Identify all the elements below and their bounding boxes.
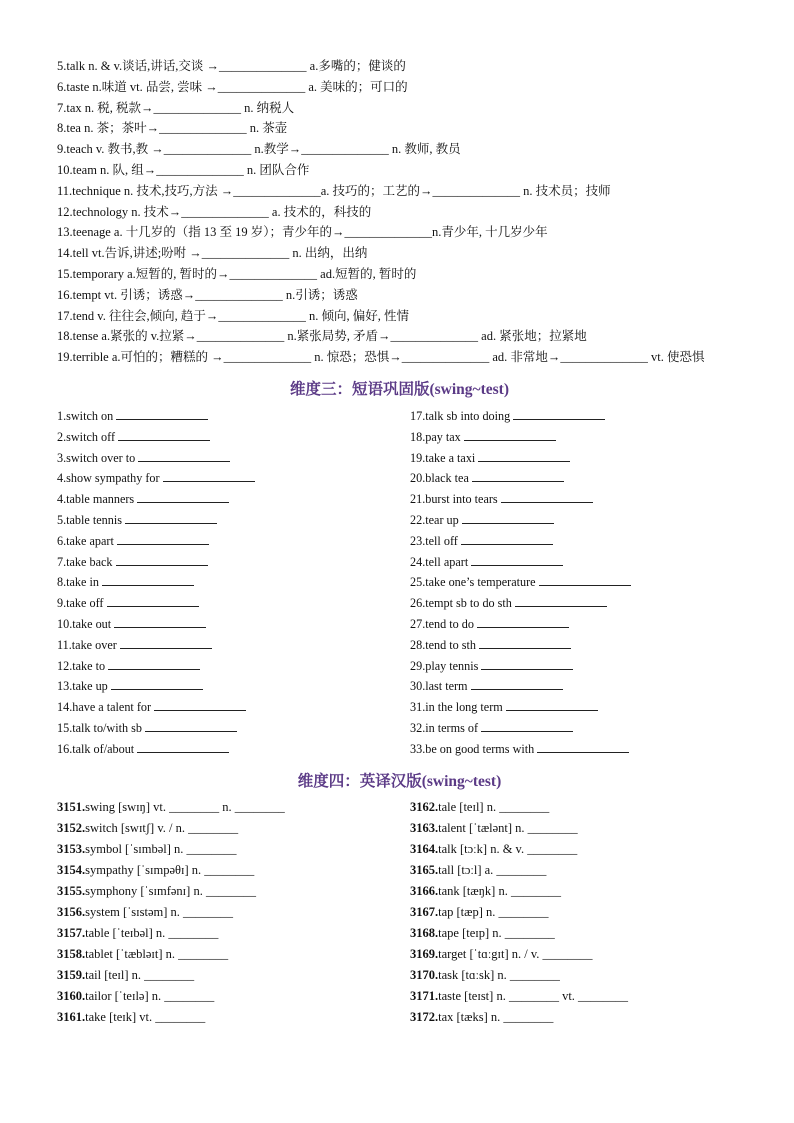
vocab-item	[57, 923, 410, 944]
vocab-item	[410, 902, 742, 923]
phrase-column-right	[410, 406, 742, 760]
phrase-item: 7.take back	[57, 554, 113, 569]
phrase-item: 16.talk of/about	[57, 741, 135, 756]
answer-blank[interactable]	[461, 531, 553, 545]
phrase-item: 25.take one’s temperature	[410, 575, 536, 590]
vocab-text: taste [teɪst] n. ________ vt. ________	[438, 988, 629, 1003]
vocab-text: table [ˈteɪbəl] n. ________	[85, 925, 219, 940]
answer-blank[interactable]	[539, 572, 631, 586]
phrase-item: 12.take to	[57, 658, 106, 673]
word-line: 5.talk n. & v.谈话,讲话,交谈 →______________ a.多嘴的；健谈的	[57, 59, 406, 73]
section3-title: 维度三：短语巩固版(swing~test)	[289, 380, 510, 398]
vocab-item	[410, 860, 742, 881]
vocab-text: symbol [ˈsɪmbəl] n. ________	[85, 841, 237, 856]
word-line: 10.team n. 队, 组→______________ n. 团队合作	[57, 162, 310, 177]
vocab-item	[57, 986, 410, 1007]
vocab-number: 3159.	[57, 967, 86, 982]
vocab-text: tale [teɪl] n. ________	[438, 799, 550, 814]
vocab-text: target [ˈtɑːgɪt] n. / v. ________	[438, 946, 593, 961]
word-formation-list	[57, 56, 742, 368]
vocab-text: tall [tɔːl] a. ________	[438, 862, 547, 877]
answer-blank[interactable]	[137, 489, 229, 503]
answer-blank[interactable]	[515, 593, 607, 607]
phrase-item: 22.tear up	[410, 512, 459, 527]
vocab-item	[410, 923, 742, 944]
vocab-number: 3153.	[57, 841, 86, 856]
vocab-item	[57, 902, 410, 923]
vocab-text: tax [tæks] n. ________	[438, 1009, 554, 1024]
phrase-item: 10.take out	[57, 616, 112, 631]
phrase-item: 32.in terms of	[410, 720, 479, 735]
phrase-item: 26.tempt sb to do sth	[410, 596, 512, 611]
vocab-number: 3154.	[57, 862, 86, 877]
vocab-text: talent [ˈtælənt] n. ________	[438, 820, 578, 835]
vocab-number: 3169.	[410, 946, 439, 961]
phrase-item: 9.take off	[57, 596, 104, 611]
vocab-number: 3158.	[57, 946, 86, 961]
answer-blank[interactable]	[108, 656, 200, 670]
answer-blank[interactable]	[116, 552, 208, 566]
vocab-item	[410, 986, 742, 1007]
vocab-item	[57, 944, 410, 965]
phrase-item: 29.play tennis	[410, 658, 479, 673]
vocab-number: 3151.	[57, 799, 86, 814]
vocab-text: swing [swɪŋ] vt. ________ n. ________	[85, 799, 285, 814]
answer-blank[interactable]	[513, 406, 605, 420]
phrase-item: 30.last term	[410, 679, 468, 694]
phrase-item: 21.burst into tears	[410, 492, 498, 507]
word-line: 12.technology n. 技术→______________ a. 技术的，科技的	[57, 204, 372, 219]
vocab-item	[57, 839, 410, 860]
answer-blank[interactable]	[118, 427, 210, 441]
answer-blank[interactable]	[478, 448, 570, 462]
vocab-item	[57, 818, 410, 839]
word-line: 8.tea n. 茶；茶叶→______________ n. 茶壶	[57, 121, 288, 136]
vocab-columns	[57, 797, 742, 1028]
vocab-item	[410, 818, 742, 839]
phrase-item: 2.switch off	[57, 429, 115, 444]
section4-title: 维度四：英译汉版(swing~test)	[297, 772, 502, 790]
phrase-item: 27.tend to do	[410, 616, 474, 631]
vocab-text: tablet [ˈtæbləɪt] n. ________	[85, 946, 229, 961]
word-line: 14.tell vt.告诉,讲述;吩咐 →______________ n. 出纳，出纳	[57, 246, 368, 261]
word-line: 17.tend v. 往往会,倾向, 趋于→______________ n. 倾向, 偏好, 性情	[57, 308, 409, 323]
phrase-item: 11.take over	[57, 637, 117, 652]
phrase-item: 3.switch over to	[57, 450, 136, 465]
vocab-text: tape [teɪp] n. ________	[438, 925, 555, 940]
vocab-text: sympathy [ˈsɪmpəθɪ] n. ________	[85, 862, 255, 877]
phrase-item: 17.talk sb into doing	[410, 408, 511, 423]
answer-blank[interactable]	[107, 593, 199, 607]
phrase-columns	[57, 406, 742, 760]
answer-blank[interactable]	[481, 656, 573, 670]
vocab-column-right	[410, 797, 742, 1028]
vocab-text: tap [tæp] n. ________	[438, 904, 549, 919]
vocab-item	[410, 881, 742, 902]
answer-blank[interactable]	[537, 739, 629, 753]
vocab-item	[410, 797, 742, 818]
answer-blank[interactable]	[479, 635, 571, 649]
vocab-text: symphony [ˈsɪmfənɪ] n. ________	[85, 883, 256, 898]
answer-blank[interactable]	[462, 510, 554, 524]
answer-blank[interactable]	[472, 468, 564, 482]
answer-blank[interactable]	[163, 468, 255, 482]
phrase-item: 4.table manners	[57, 492, 135, 507]
word-line: 11.technique n. 技术,技巧,方法 →______________a. 技巧的；工艺的→______________ n. 技术员；技师	[57, 183, 611, 198]
vocab-text: take [teɪk] vt. ________	[85, 1009, 206, 1024]
vocab-text: tailor [ˈteɪlə] n. ________	[85, 988, 215, 1003]
vocab-item	[410, 1007, 742, 1028]
vocab-item	[57, 860, 410, 881]
vocab-text: system [ˈsɪstəm] n. ________	[85, 904, 234, 919]
answer-blank[interactable]	[111, 676, 203, 690]
phrase-item: 18.pay tax	[410, 429, 461, 444]
vocab-item	[57, 797, 410, 818]
vocab-column-left	[57, 797, 410, 1028]
vocab-number: 3172.	[410, 1009, 439, 1024]
phrase-item: 33.be on good terms with	[410, 741, 535, 756]
word-line: 13.teenage a. 十几岁的（指 13 至 19 岁）；青少年的→______________n.青少年, 十几岁少年	[57, 225, 548, 240]
answer-blank[interactable]	[102, 572, 194, 586]
answer-blank[interactable]	[481, 718, 573, 732]
phrase-item: 1.switch on	[57, 408, 114, 423]
answer-blank[interactable]	[477, 614, 569, 628]
vocab-number: 3160.	[57, 988, 86, 1003]
vocab-text: switch [swɪtʃ] v. / n. ________	[85, 820, 239, 835]
phrase-item: 14.have a talent for	[57, 700, 152, 715]
word-line: 15.temporary a.短暂的, 暂时的→______________ ad.短暂的, 暂时的	[57, 266, 417, 281]
word-line: 9.teach v. 教书,教 →______________ n.教学→______________ n. 教师, 教员	[57, 142, 461, 157]
vocab-number: 3166.	[410, 883, 439, 898]
phrase-item: 4.show sympathy for	[57, 471, 160, 486]
phrase-item: 19.take a taxi	[410, 450, 476, 465]
answer-blank[interactable]	[120, 635, 212, 649]
vocab-number: 3152.	[57, 820, 86, 835]
answer-blank[interactable]	[116, 406, 208, 420]
worksheet-page	[57, 56, 742, 1028]
answer-blank[interactable]	[145, 718, 237, 732]
vocab-number: 3157.	[57, 925, 86, 940]
vocab-item	[410, 965, 742, 986]
answer-blank[interactable]	[114, 614, 206, 628]
phrase-item: 24.tell apart	[410, 554, 469, 569]
vocab-text: talk [tɔːk] n. & v. ________	[438, 841, 578, 856]
vocab-number: 3170.	[410, 967, 439, 982]
answer-blank[interactable]	[138, 448, 230, 462]
vocab-number: 3163.	[410, 820, 439, 835]
vocab-text: task [tɑːsk] n. ________	[438, 967, 560, 982]
phrase-item: 15.talk to/with sb	[57, 720, 142, 735]
answer-blank[interactable]	[506, 697, 598, 711]
phrase-item: 20.black tea	[410, 471, 469, 486]
answer-blank[interactable]	[471, 676, 563, 690]
vocab-number: 3162.	[410, 799, 439, 814]
word-line: 6.taste n.味道 vt. 品尝, 尝味 →______________ a. 美味的；可口的	[57, 79, 408, 94]
phrase-item: 23.tell off	[410, 533, 458, 548]
word-line: 16.tempt vt. 引诱；诱惑→______________ n.引诱；诱惑	[57, 287, 358, 302]
vocab-item	[410, 944, 742, 965]
answer-blank[interactable]	[117, 531, 209, 545]
phrase-item: 28.tend to sth	[410, 637, 477, 652]
answer-blank[interactable]	[501, 489, 593, 503]
vocab-number: 3164.	[410, 841, 439, 856]
vocab-number: 3161.	[57, 1009, 86, 1024]
answer-blank[interactable]	[471, 552, 563, 566]
vocab-number: 3168.	[410, 925, 439, 940]
vocab-number: 3167.	[410, 904, 439, 919]
vocab-text: tail [teɪl] n. ________	[85, 967, 195, 982]
answer-blank[interactable]	[464, 427, 556, 441]
word-line: 7.tax n. 税, 税款→______________ n. 纳税人	[57, 100, 295, 115]
phrase-column-left	[57, 406, 410, 760]
vocab-item	[410, 839, 742, 860]
vocab-item	[57, 965, 410, 986]
phrase-item: 6.take apart	[57, 533, 114, 548]
vocab-number: 3155.	[57, 883, 86, 898]
phrase-item: 5.table tennis	[57, 512, 122, 527]
vocab-text: tank [tæŋk] n. ________	[438, 883, 561, 898]
word-line: 19.terrible a.可怕的；糟糕的 →______________ n. 惊恐；恐惧→______________ ad. 非常地→______________ vt. 使恐惧	[57, 350, 705, 365]
phrase-item: 31.in the long term	[410, 700, 503, 715]
vocab-number: 3165.	[410, 862, 439, 877]
word-line: 18.tense a.紧张的 v.拉紧→______________ n.紧张局势, 矛盾→______________ ad. 紧张地；拉紧地	[57, 329, 587, 344]
answer-blank[interactable]	[154, 697, 246, 711]
phrase-item: 13.take up	[57, 679, 108, 694]
answer-blank[interactable]	[125, 510, 217, 524]
phrase-item: 8.take in	[57, 575, 99, 590]
answer-blank[interactable]	[137, 739, 229, 753]
vocab-number: 3171.	[410, 988, 439, 1003]
vocab-item	[57, 881, 410, 902]
vocab-item	[57, 1007, 410, 1028]
vocab-number: 3156.	[57, 904, 86, 919]
